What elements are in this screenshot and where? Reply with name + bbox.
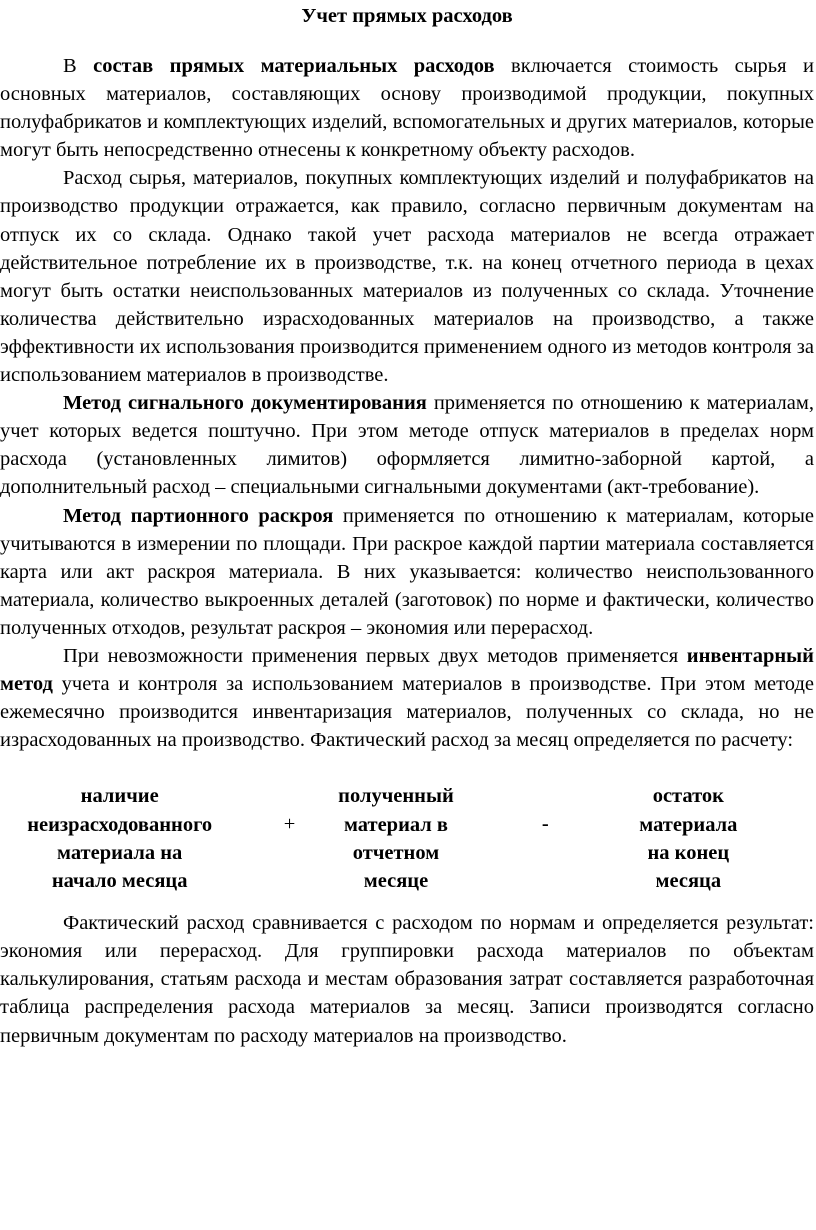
document-title: Учет прямых расходов (301, 5, 513, 27)
paragraph-direct-material-costs (0, 52, 814, 164)
paragraph-actual-vs-norm: Фактический расход сравнивается с расходом по нормам и определяется результат: экономия или перерасход. Для группировки расхода материалов по объектам калькулирования, статьям расхода и местам образования затрат составляется разработочная таблица распределения расхода материалов за месяц. Записи производятся согласно первичным документам по расходу материалов на производство. (0, 912, 814, 1047)
formula-line: начало месяца (51, 869, 188, 892)
formula-line: материала на (57, 841, 183, 864)
term-inventory-method: инвентарный метод (0, 644, 814, 696)
formula-line: неизрасходованного (27, 813, 213, 836)
paragraph-material-consumption: Расход сырья, материалов, покупных комплектующих изделий и полуфабрикатов на производство продукции отражается, как правило, согласно первичным документам на отпуск их со склада. Однако такой учет расхода материалов не всегда отражает действительное потребление их в производстве, т.к. на конец отчетного периода в цехах могут быть остатки неиспользованных материалов из полученных со склада. Уточнение количества действительно израсходованных материалов на производство, а также эффективности их использования производится применением одного из методов контроля за использованием материалов в производстве. (0, 167, 814, 387)
paragraph-text: При невозможности применения первых двух методов применяется (63, 644, 687, 667)
formula-line: полученный (338, 785, 454, 808)
paragraph-batch-cutting-method (0, 502, 814, 642)
paragraph-text: включается стоимость сырья и основных материалов, составляющих основу производимой продукции, покупных полуфабрикатов и комплектующих изделий, вспомогательных и других материалов, которые могут быть непосредственно отнесены к конкретному объекту расходов. (0, 55, 814, 162)
paragraph-text: применяется по отношению к материалам, учет которых ведется поштучно. При этом методе отпуск материалов в пределах норм расхода (установленных лимитов) оформляется лимитно-заборной картой, а дополнительный расход – специальными сигнальными документами (акт-требование). (0, 392, 814, 499)
formula-minus-operator: - (541, 813, 549, 836)
term-direct-material-costs: состав прямых материальных расходов (93, 55, 495, 77)
paragraph-signal-documentation-method (0, 389, 814, 501)
formula-line: месяце (363, 869, 429, 892)
formula-line: отчетном (352, 841, 440, 864)
formula-line: материала (639, 813, 738, 836)
term-batch-cutting-method: Метод партионного раскроя (63, 504, 334, 527)
formula-line: материал в (343, 813, 449, 836)
paragraph-text: В (63, 55, 94, 77)
consumption-formula (0, 782, 814, 895)
term-signal-documentation-method: Метод сигнального документирования (63, 392, 427, 415)
paragraph-text: применяется по отношению к материалам, которые учитываются в измерении по площади. При раскрое каждой партии материала составляется карта или акт раскроя материала. В них указывается: количество неиспользованного материала, количество выкроенных деталей (заготовок) по норме и фактически, количество полученных отходов, результат раскроя – экономия или перерасход. (0, 504, 814, 639)
formula-line: месяца (655, 869, 722, 892)
formula-term-closing-balance (543, 782, 814, 895)
formula-term-opening-balance (0, 782, 296, 895)
formula-term-received-material (271, 782, 549, 895)
formula-plus-operator: + (283, 813, 296, 836)
paragraph-text: учета и контроля за использованием материалов в производстве. При этом методе ежемесячно производится инвентаризация материалов, полученных со склада, но не израсходованных на производство. Фактический расход за месяц определяется по расчету: (0, 673, 814, 752)
formula-line: остаток (652, 785, 724, 808)
formula-line: наличие (80, 785, 159, 808)
paragraph-inventory-method (0, 642, 814, 754)
formula-line: на конец (647, 841, 730, 864)
